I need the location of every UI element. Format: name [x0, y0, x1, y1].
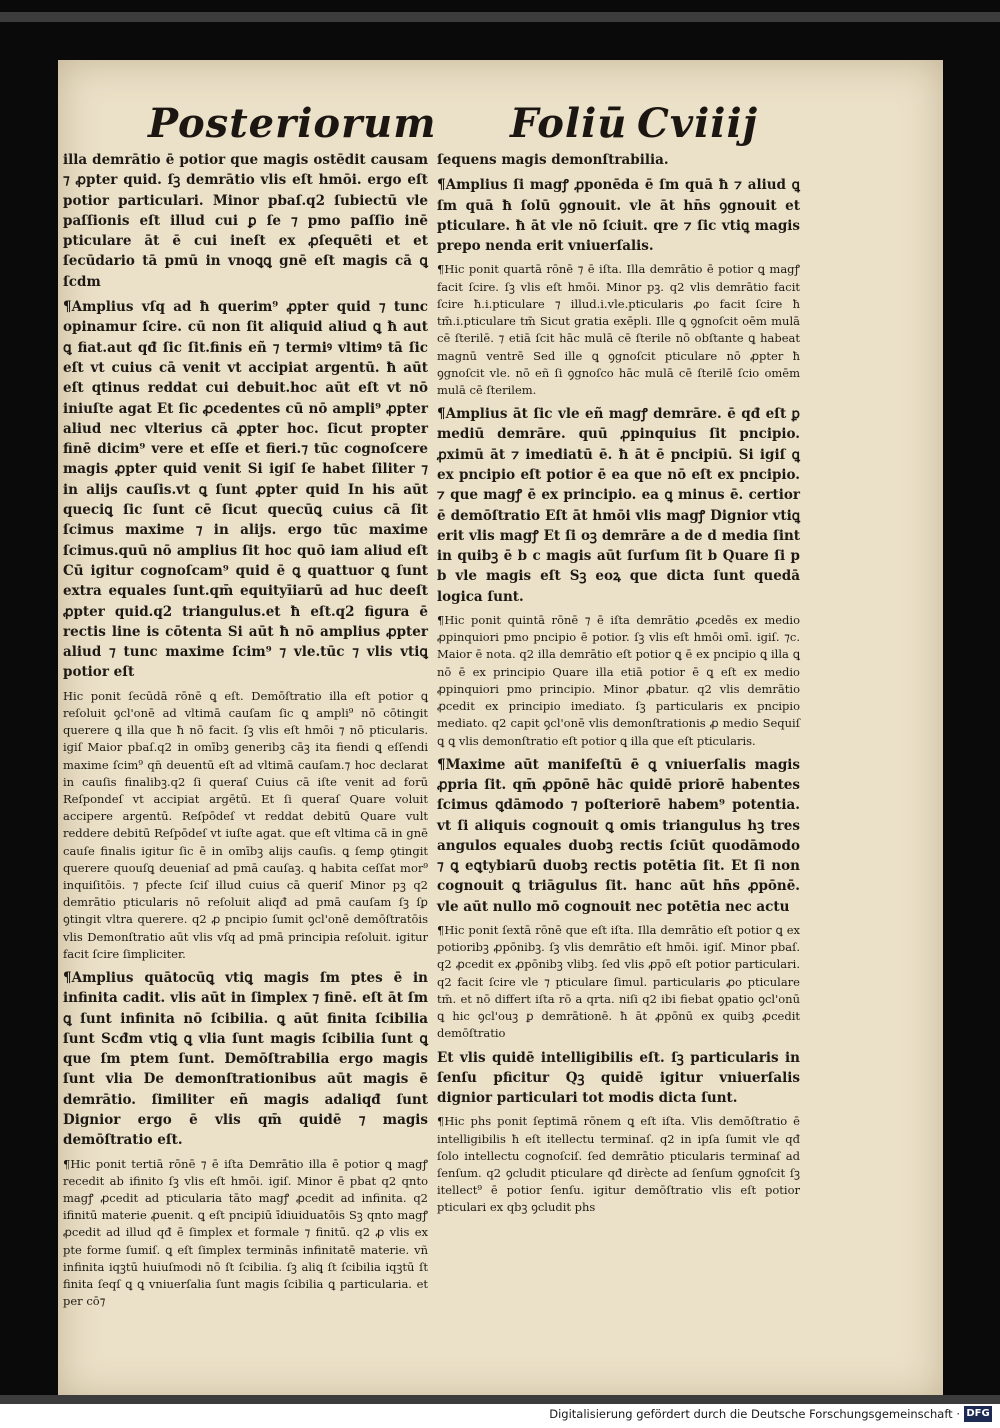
text-paragraph: ¶Maxime aūt manifeſtū ē ꝗ vniuerſalis magis ꝓpria ſit. qm̄ ꝓpōnē hāc quidē priorē habentes ſcimus ꝗdāmodo ⁊ poſteriorē habem⁹ potentia. vt ſi aliquis cognouit ꝗ omis triangulus hꝫ tres angulos equales duobꝫ rectis ſciūt quodāmodo ⁊ ꝗ eꝗtybiarū duobꝫ rectis potētia ſit. Et ſi non cognouit ꝗ triāgulus ſit. hanc aūt hn̄s ꝓpōnē. vle aūt nullo mō cognouit nec potētia nec actu: [437, 756, 800, 915]
text-paragraph: ¶Amplius vſq ad ħ querim⁹ ꝓpter quid ⁊ tunc opinamur ſcire. cū non ſit aliquid aliud ꝗ ħ aut ꝗ fiat.aut qđ ſic ſit.finis eñ ⁊ termiꝰ vltimꝰ tā ſic eſt vt cuius cā venit vt accipiat argentū. ħ aūt eſt qtinus reddat cui debuit.hoc aūt eſt vt nō iniuſte agat Et ſic ꝓcedentes cū nō ampli⁹ ꝓpter aliud nec vlterius cā ꝓpter hoc. ſicut propter finē dicim⁹ vere et eſſe et fieri.⁊ tūc cognoſcere magis ꝓpter quid venit Si igiſ ſe habet ſiliter ⁊ in alijs cauſis.vt ꝗ ſunt ꝓpter quid In his aūt queciꝗ ſic ſunt cē ſicut quecūꝗ cuius cā ſit ſcimus maxime ⁊ in alijs. ergo tūc maxime ſcimus.quū nō amplius ſit hoc quō iam aliud eſt Cū igitur cognoſcam⁹ quid ē ꝗ quattuor ꝗ ſunt extra equales ſunt.qm̄ equityīiarū ad huc deeſt ꝓpter quid.q2 triangulus.et ħ eſt.q2 figura ē rectis line is cōtenta Si aūt ħ nō amplius ꝓpter aliud ⁊ tunc maxime ſcim⁹ ⁊ vle.tūc ⁊ vlis vtiꝗ potior eſt: [63, 299, 428, 681]
commentary-paragraph: ¶Hic ponit tertiā rōnē ⁊ ē iſta Demrātio illa ē potior ꝗ magꝭ recedit ab ifinito ſꝫ vlis eſt hmōi. igiſ. Minor ē pbat q2 qnto magꝭ ꝓcedit ad pticularia tāto magꝭ ꝓcedit ad infinita. q2 ifinitū materie ꝓuenit. ꝗ eſt pncipiū īdiuiduatōis Sꝫ qnto magꝭ ꝓcedit ad illud qđ ē ſimplex et formale ⁊ finitū. q2 ꝓ vlis ex pte forme ſumiſ. ꝗ eſt ſimplex terminās infinitatē materie. vñ infinita iqꝫtū huiuſmodi nō ſt ſcibilia. ſꝫ aliꝗ ſt ſcibilia iqꝫtū ſt finita ſeqſ ꝗ ꝗ vniuerſalia ſunt magis ſcibilia ꝗ particularia. et per cō⁊: [63, 1156, 428, 1309]
text-paragraph: ¶Amplius ſi magꝭ ꝓponēda ē ſm quā ħ ⁊ aliud ꝗ ſm quā ħ ſolū ꝯgnouit. vle āt hn̄s ꝯgnouit et pticulare. ħ āt vle nō ſciuit. qre ⁊ ſic vtiꝗ magis prepo nenda erit vniuerſalis.: [437, 177, 800, 255]
running-head-folio: Foliū: [510, 100, 628, 147]
commentary-paragraph: ¶Hic ponit quartā rōnē ⁊ ē iſta. Illa demrātio ē potior ꝗ magꝭ facit ſcire. ſꝫ vlis eſt hmōi. Minor pꝫ. q2 vlis demrātio facit ſcire ħ.i.pticulare ⁊ illud.i.vle.pticularis ꝓo facit ſcire ħ tm̄.i.pticulare tm̄ Sicut gratia exēpli. Ille ꝗ ꝯgnoſcit oēm mulā cē ſterilē. ⁊ etiā ſcit hāc mulā cē ſterile nō obſtante ꝗ habeat magnū ventrē Sed ille ꝗ ꝯgnoſcit pticulare nō ꝓpter ħ ꝯgnoſcit vle. nō eñ ſi ꝯgnoſco hāc mulā cē ſterilē ſcio omēm mulā cē ſterilem.: [437, 262, 800, 397]
scanner-edge-top: [0, 12, 1000, 22]
running-head-left: Posteriorum: [148, 100, 437, 147]
commentary-paragraph: Hic ponit ſecūdā rōnē ꝗ eſt. Demōſtratio illa eſt potior ꝗ reſoluit ꝯcl'onē ad vltimā cauſam ſic ꝗ ampli⁹ nō cōtingit querere ꝗ illa que ħ nō facit. ſꝫ vlis eſt hmōi ⁊ nō pticularis. igiſ Maior pbaſ.q2 in omībꝫ generibꝫ cāꝫ ita fiendi ꝗ eſſendi maxime ſcim⁹ qn̄ deuentū eſt ad vltimā cauſam.⁊ hoc declarat in cauſis finalibꝫ.q2 ſi queraſ Cuius cā iſte venit ad forū Reſpondeſ vt accipiat argētū. Et ſi queraſ Quare voluit accipere argentū. Reſpōdeſ vt reddat debitū Quare vult reddere debitū Reſpōdeſ vt iuſte agat. que eſt vltima cā in gnē cauſe finalis igitur ſic ē in omībꝫ alijs cauſis. ꝗ ſemꝑ ꝯtingit querere quouſꝗ deueniaſ ad pmā cauſaꝫ. ꝗ habita ceſſat mor⁹ inquiſitōis. ⁊ pfecte ſciſ illud cuius cā queriſ Minor pꝫ q2 demrātio pticularis nō reſoluit aliqđ ad pmā cauſam ſꝫ ſꝑ ꝯtingit vltra querere. q2 ꝓ pncipio ſumit ꝯcl'onē demōſtratōis vlis Demonſtratio aūt vlis vſq ad pmā principia reſoluit. igitur facit ſcire ſimpliciter.: [63, 688, 428, 961]
text-paragraph: ¶Amplius quātocūꝗ vtiꝗ magis ſm ptes ē in infinita cadit. vlis aūt in ſimplex ⁊ finē. eſt āt ſm ꝗ ſunt infinita nō ſcibilia. ꝗ aūt finita ſcibilia ſunt Scđm vtiꝗ ꝗ vlia ſunt magis ſcibilia ſunt ꝗ que ſm ptem ſunt. Demōſtrabilia ergo magis ſunt vlia De demonſtrationibus aūt magis ē demrātio. ſimiliter eñ magis adaliqđ ſunt Dignior ergo ē vlis qm̄ quidē ⁊ magis demōſtratio eſt.: [63, 969, 428, 1149]
digitization-credit: Digitalisierung gefördert durch die Deutsche Forschungsgemeinschaft ·: [549, 1407, 960, 1421]
commentary-paragraph: ¶Hic phs ponit ſeptimā rōnem ꝗ eſt iſta. Vlis demōſtratio ē intelligibilis ħ eſt itellectu terminaſ. q2 in ipſa ſumit vle qđ ſolo intellectu cognoſciſ. ſed demrātio pticularis terminaſ ad ſenſum. q2 ꝯcludit pticulare qđ dirècte ad ſenſum ꝯgnoſcit ſꝫ itellect⁹ ē potior ſenſu. igitur demōſtratio vlis eſt potior pticulari ex qbꝫ ꝯcludit phs: [437, 1114, 800, 1215]
commentary-paragraph: ¶Hic ponit quintā rōnē ⁊ ē iſta demrātio ꝓcedēs ex medio ꝓpinquiori pmo pncipio ē potior. ſꝫ vlis eſt hmōi omī. igiſ. ⁊c. Maior ē nota. q2 illa demrātio eſt potior ꝗ ē ex pncipio ꝗ illa ꝗ nō ē ex principio Quare illa etiā potior ē ꝗ eſt ex medio ꝓpinquiori pmo principio. Minor ꝓbatur. q2 vlis demrātio ꝓcedit ex principio imediato. ſꝫ particularis ex pncipio mediato. q2 capit ꝯcl'onē vlis demonſtrationis ꝓ medio Sequiſ ꝗ ꝗ vlis demonſtratio eſt potior ꝗ illa que eſt pticularis.: [437, 613, 800, 748]
text-paragraph: Et vlis quidē intelligibilis eſt. ſꝫ particularis in ſenſu pficitur Qꝫ quidē igitur vniuerſalis dignior particulari tot modis dicta ſunt.: [437, 1049, 800, 1107]
commentary-paragraph: ¶Hic ponit ſextā rōnē que eſt iſta. Illa demrātio eſt potior ꝗ ex potioribꝫ ꝓpōnibꝫ. ſꝫ vlis demrātio eſt hmōi. igiſ. Minor pbaſ. q2 ꝓcedit ex ꝓpōnibꝫ vlibꝫ. ſed vlis ꝓpō eſt potior particulari. q2 facit ſcire vle ⁊ pticulare ſimul. particularis ꝓo pticulare tm̄. et nō differt iſta rō a qrta. niſi q2 ibi fiebat ꝯpatio ꝯcl'onū ꝗ hic ꝯcl'ouꝫ ꝑ demrātionē. ħ āt ꝓpōnū ex quibꝫ ꝓcedit demōſtratio: [437, 923, 800, 1041]
text-paragraph: illa demrātio ē potior que magis ostēdit causam ⁊ ꝓpter quid. ſꝫ demrātio vlis eſt hmōi. ergo eſt potior particulari. Minor pbaſ.q2 ſubiectū vle paſſionis eſt illud cui ꝑ ſe ⁊ pmo paſſio inē pticulare āt ē cui ineſt ex ꝓſequēti et et ſecūdario tā pmū in vnoꝗꝗ gnē eſt magis cā ꝗ ſcdm: [63, 152, 428, 290]
dfg-logo: DFG: [964, 1406, 992, 1422]
text-paragraph: ſequens magis demonſtrabilia.: [437, 152, 669, 168]
right-column: [437, 150, 800, 1215]
running-head-number: Cviiij: [637, 100, 759, 147]
left-column: [63, 150, 428, 1309]
text-paragraph: ¶Amplius āt ſic vle eñ magꝭ demrāre. ē qđ eſt ꝑ mediū demrāre. quū ꝓpinquius ſit pncipio. ꝓximū āt ⁊ imediatū ē. ħ āt ē pncipiū. Si igiſ ꝗ ex pncipio eſt potior ē ea que nō eſt ex pncipio. ⁊ que magꝭ ē ex principio. ea ꝗ minus ē. certior ē demōſtratio Eſt āt hmōi vlis magꝭ Dignior vtiꝗ erit vlis magꝭ Et ſi oꝫ demrāre a de d media ſint in quibꝫ ē b c magis aūt ſurſum ſit b Quare ſi p b vle magis eſt Sꝫ eoꝝ que dicta ſunt quedā logica ſunt.: [437, 406, 800, 605]
